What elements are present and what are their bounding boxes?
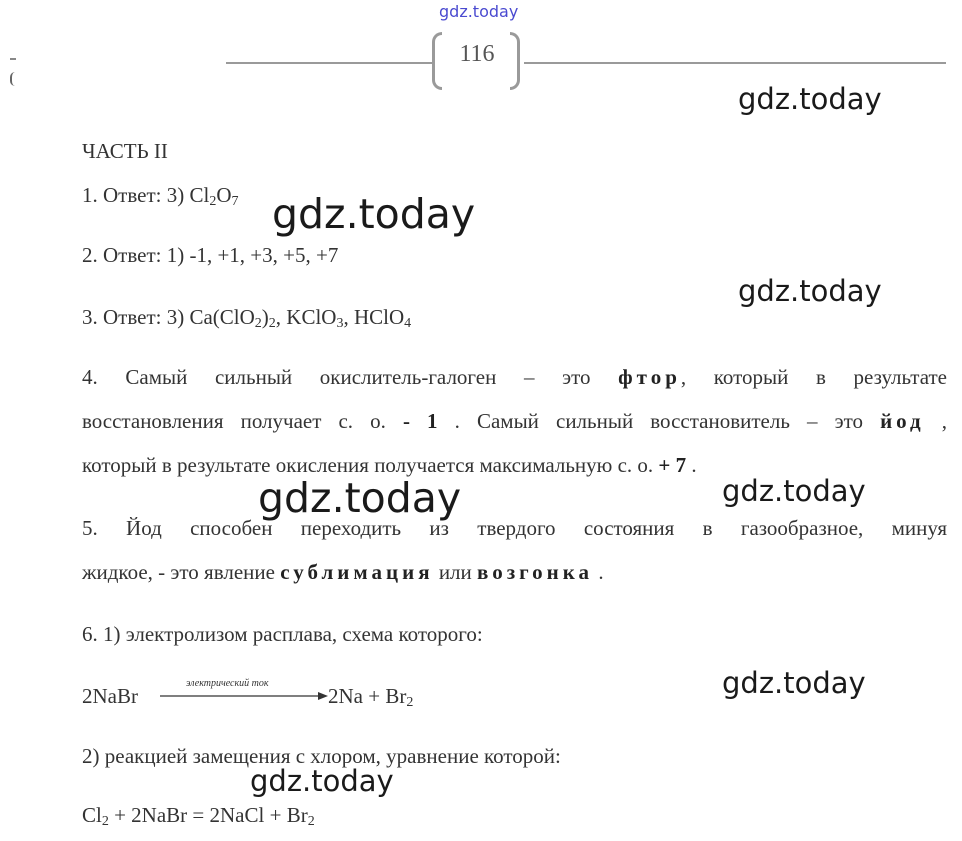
- watermark: gdz.today: [722, 666, 866, 700]
- watermark: gdz.today: [258, 474, 462, 522]
- answer-1: 1. Ответ: 3) $Cl_2O_7$: [82, 183, 239, 209]
- answer-4-line-1: 4. Самый сильный окислитель-галоген – это фтор, который в результате: [82, 365, 948, 389]
- header-rule-left: [226, 62, 432, 64]
- right-arrow-icon: [160, 688, 328, 704]
- answer-6-part-2: 2) реакцией замещения с хлором, уравнение которой:: [82, 744, 561, 768]
- watermark: gdz.today: [722, 474, 866, 508]
- answer-4-line-3: который в результате окисления получается максимальную с. о. + 7 .: [82, 453, 697, 477]
- answer-3: 3. Ответ: 3) $Ca(ClO_2)_2$, KClO$_3$, HClO$_4$: [82, 305, 412, 331]
- page-number-bracket-left: [432, 32, 442, 90]
- page-number-bracket-right: [510, 32, 520, 90]
- reaction-arrow: [160, 678, 328, 708]
- scan-edge-mark: [10, 58, 16, 60]
- answer-4-line-2: восстановления получает с. о. - 1 . Самый сильный восстановитель – это йод ,: [82, 409, 948, 433]
- header-rule-right: [524, 62, 946, 64]
- page-number: 116: [459, 41, 495, 67]
- answer-5-line-2: жидкое, - это явление сублимация или возгонка .: [82, 560, 604, 584]
- watermark: gdz.today: [738, 82, 882, 116]
- arrow-label: электрический ток: [186, 678, 269, 689]
- section-title: ЧАСТЬ II: [82, 139, 168, 163]
- answer-2: 2. Ответ: 1) -1, +1, +3, +5, +7: [82, 243, 339, 267]
- watermark-top: gdz.today: [439, 2, 519, 21]
- scan-edge-bracket: [10, 72, 15, 86]
- answer-5-line-1: 5. Йод способен переходить из твердого состояния в газообразное, минуя: [82, 516, 947, 540]
- answer-6-intro: 6. 1) электролизом расплава, схема которого:: [82, 622, 483, 646]
- watermark: gdz.today: [272, 190, 476, 238]
- watermark: gdz.today: [250, 764, 394, 798]
- watermark: gdz.today: [738, 274, 882, 308]
- equation-1-left: 2NaBr: [82, 684, 138, 708]
- equation-1-right: $2Na + Br_2$: [328, 684, 414, 710]
- equation-2: $Cl_2$ + 2NaBr = 2NaCl + $Br_2$: [82, 803, 315, 829]
